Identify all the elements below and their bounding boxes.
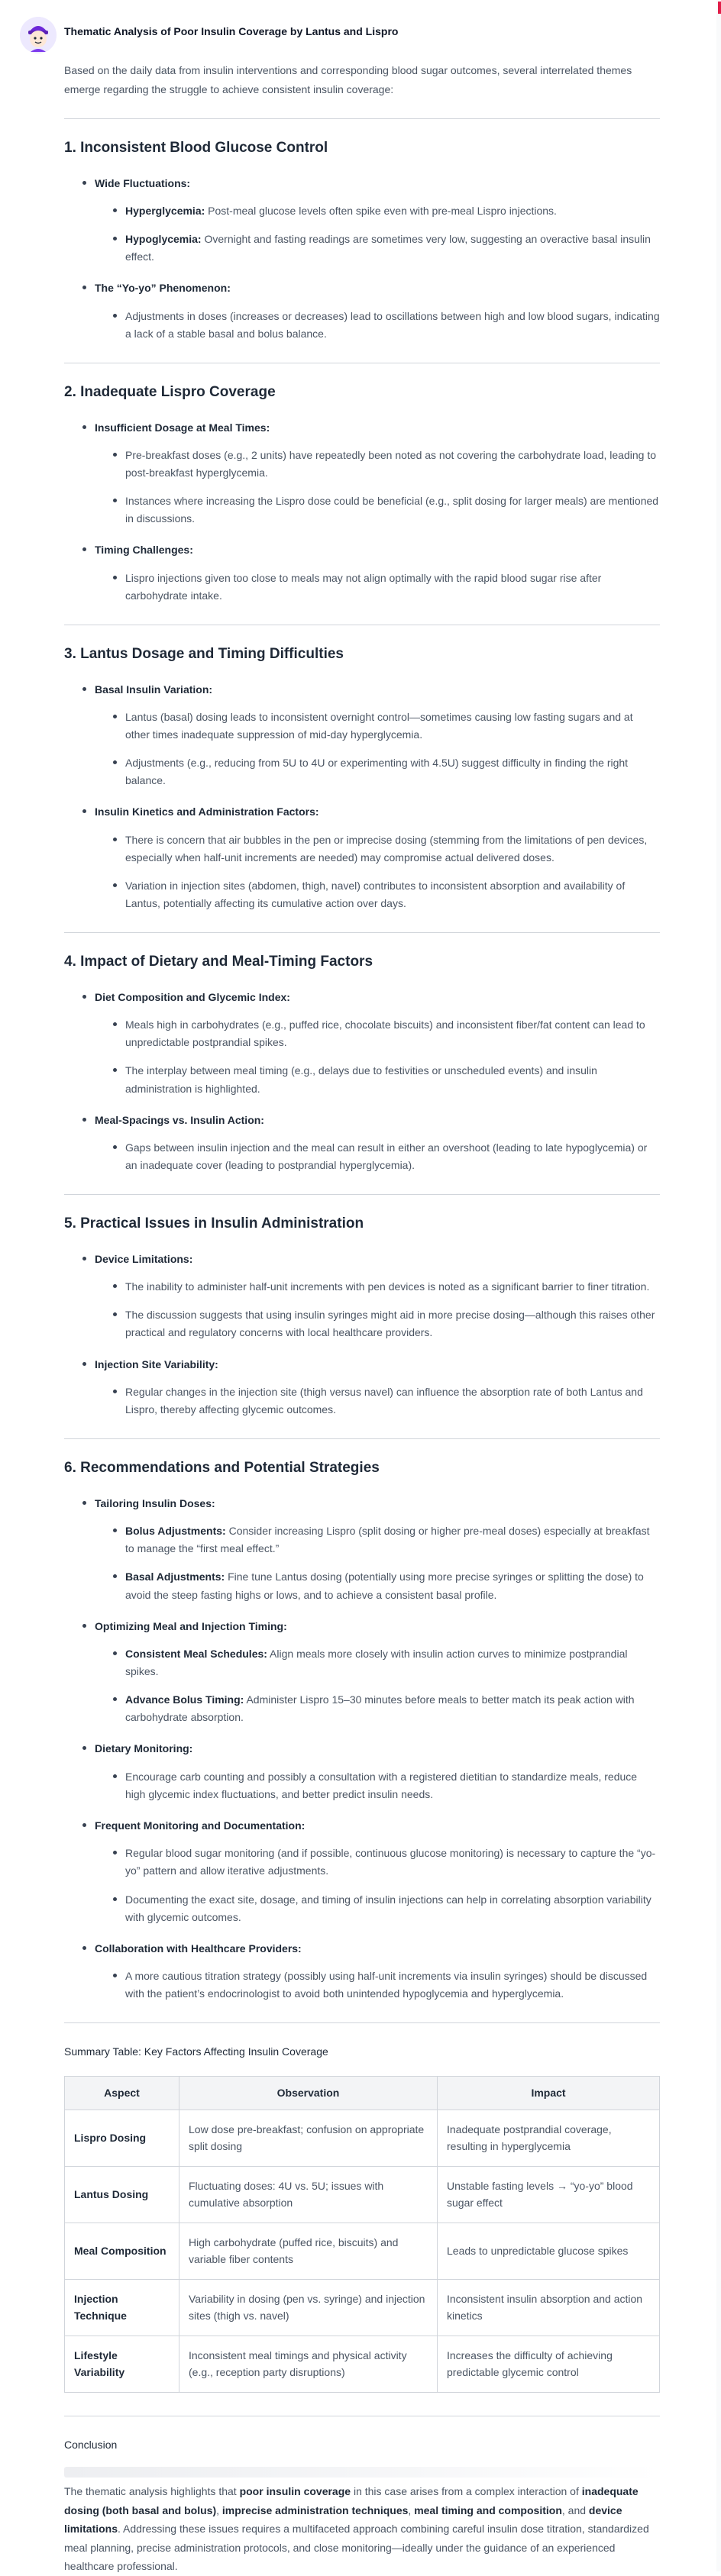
conclusion-text: , [408,2503,415,2516]
conclusion-emphasis: inadequate dosing (both basal and bolus) [64,2485,639,2516]
category-list-item [95,1356,660,1419]
bullet-item-text: Pre-breakfast doses (e.g., 2 units) have repeatedly been noted as not covering the carbohydrate load, leading to post-breakfast hyperglycemia. [125,449,656,479]
category-list-item [95,541,660,605]
category-list-item [95,989,660,1098]
bullet-item-text: Variation in injection sites (abdomen, thigh, navel) contributes to inconsistent absorption and availability of Lantus, potentially affecting its cumulative action over days. [125,880,626,910]
divider [64,932,660,933]
bullet-item-label: Hypoglycemia: [125,233,202,246]
table-cell-impact: Inconsistent insulin absorption and action kinetics [438,2279,660,2336]
conclusion-title: Conclusion [64,2438,118,2451]
bullet-item [125,877,660,912]
bullet-item [125,1383,660,1419]
conclusion-text: in this case arises from a complex interaction of [351,2485,582,2498]
bullet-item-text: Adjustments in doses (increases or decreases) lead to oscillations between high and low blood sugars, indicating a lack of a stable basal and bolus balance. [125,309,660,340]
intro-paragraph: Based on the daily data from insulin interventions and corresponding blood sugar outcomes, several interrelated themes emerge regarding the struggle to achieve consistent insulin coverage: [64,64,632,95]
conclusion-emphasis: poor insulin coverage [239,2485,351,2498]
table-cell-aspect: Lantus Dosing [65,2166,179,2223]
conclusion-paragraph [64,2482,660,2576]
conclusion-text: , and [561,2503,589,2516]
category-title: The “Yo-yo” Phenomenon: [95,279,660,296]
bullet-item-text: Fine tune Lantus dosing (potentially using more precise syringes or splitting the dose) to avoid the steep fasting highs or lows, and to achieve a consistent basal profile. [125,1570,644,1601]
bullet-item [125,831,660,867]
category-title: Collaboration with Healthcare Providers: [95,1940,660,1957]
bullet-item-text: Adjustments (e.g., reducing from 5U to 4U or experimenting with 4.5U) suggest difficulty in finding the right balance. [125,757,629,787]
bullet-item-label: Advance Bolus Timing: [125,1693,244,1706]
table-cell-impact: Inadequate postprandial coverage, resulting in hyperglycemia [438,2110,660,2166]
bullet-item [125,1645,660,1680]
bullet-item-label: Hyperglycemia: [125,205,205,218]
table-cell-observation: Inconsistent meal timings and physical activity (e.g., reception party disruptions) [179,2336,438,2392]
table-cell-aspect: Lispro Dosing [65,2110,179,2166]
bullet-item-text: Regular blood sugar monitoring (and if possible, continuous glucose monitoring) is necessary to capture the “yo-yo” pattern and allow iterative adjustments. [125,1847,656,1877]
category-list-item [95,1251,660,1342]
bullet-item [125,1691,660,1726]
category-title: Optimizing Meal and Injection Timing: [95,1618,660,1635]
summary-table [64,2076,660,2393]
bullet-item [125,1278,660,1296]
category-list-item [95,1495,660,1604]
bullet-item-text: The interplay between meal timing (e.g., delays due to festivities or unscheduled events) and insulin administration is highlighted. [125,1064,597,1095]
category-list-item [95,1740,660,1803]
category-list-item [95,1817,660,1926]
table-row [65,2279,660,2336]
bullet-item-text: Meals high in carbohydrates (e.g., puffed rice, chocolate biscuits) and inconsistent fiber/fat content can lead to unpredictable postprandial spikes. [125,1018,645,1049]
message-title: Thematic Analysis of Poor Insulin Coverage by Lantus and Lispro [64,25,399,37]
bullet-item [125,1968,660,2003]
bullet-item-text: A more cautious titration strategy (possibly using half-unit increments via insulin syringes) should be discussed with the patient’s endocrinologist to avoid both unintended hypoglycemia and hyperglycemia. [125,1970,648,2000]
category-list-item [95,681,660,790]
bullet-item-text: Instances where increasing the Lispro dose could be beneficial (e.g., split dosing for larger meals) are mentioned in discussions. [125,495,659,525]
table-cell-impact: Leads to unpredictable glucose spikes [438,2223,660,2279]
table-row [65,2223,660,2279]
table-cell-aspect: Injection Technique [65,2279,179,2336]
category-list-item [95,803,660,912]
table-cell-observation: Variability in dosing (pen vs. syringe) and injection sites (thigh vs. navel) [179,2279,438,2336]
assistant-avatar [20,17,57,53]
sections-container [64,139,660,2023]
bullet-item [125,447,660,482]
category-title: Injection Site Variability: [95,1356,660,1373]
bullet-item [125,709,660,744]
table-cell-impact: Unstable fasting levels → “yo-yo” blood sugar effect [438,2166,660,2223]
section-heading: 3. Lantus Dosage and Timing Difficulties [64,645,344,662]
divider [64,1194,660,1195]
conclusion-emphasis: device limitations [64,2503,622,2536]
bullet-item-text: Lispro injections given too close to meals may not align optimally with the rapid blood sugar rise after carbohydrate intake. [125,571,602,602]
divider [64,1438,660,1439]
bullet-item-text: The discussion suggests that using insulin syringes might aid in more precise dosing—although this raises other practical and regulatory concerns with local healthcare providers. [125,1309,655,1339]
conclusion-emphasis: meal timing and composition [414,2503,562,2516]
bullet-item-text: Documenting the exact site, dosage, and timing of insulin injections can help in correlating absorption variability with glycemic outcomes. [125,1893,651,1923]
category-title: Dietary Monitoring: [95,1740,660,1757]
conclusion-emphasis: imprecise administration techniques [221,2503,409,2516]
bullet-item-text: Gaps between insulin injection and the meal can result in either an overshoot (leading to late hypoglycemia) or an inadequate cover (leading to postprandial hyperglycemia). [125,1141,648,1172]
bullet-item [125,1568,660,1603]
bullet-item-text: Post-meal glucose levels often spike even with pre-meal Lispro injections. [205,205,557,218]
section-heading: 1. Inconsistent Blood Glucose Control [64,140,328,156]
faded-overlay-line [64,2467,660,2478]
bullet-item [125,1139,660,1174]
table-cell-observation: High carbohydrate (puffed rice, biscuits) and variable fiber contents [179,2223,438,2279]
bullet-item [125,1522,660,1558]
bullet-item [125,754,660,789]
bullet-item [125,1891,660,1926]
bullet-item [125,1016,660,1051]
divider [64,2022,660,2023]
column-header-aspect: Aspect [65,2076,179,2110]
bullet-item-label: Bolus Adjustments: [125,1525,226,1538]
category-list-item [95,175,660,266]
bullet-item-text: Overnight and fasting readings are sometimes very low, suggesting an overactive basal insulin effect. [125,233,651,263]
bullet-item [125,1306,660,1341]
bullet-item [125,570,660,605]
bullet-item [125,231,660,266]
bullet-item-text: The inability to administer half-unit increments with pen devices is noted as a significant barrier to finer titration. [125,1280,650,1293]
bullet-item-text: Consider increasing Lispro (split dosing or higher pre-meal doses) especially at breakfast to manage the “first meal effect.” [125,1525,650,1555]
bullet-item-text: There is concern that air bubbles in the pen or imprecise dosing (stemming from the limitations of pen devices, especially when half-unit increments are needed) may compromise actual delivered doses. [125,833,648,864]
table-row [65,2336,660,2392]
divider [64,118,660,119]
section-heading: 5. Practical Issues in Insulin Administration [64,1215,364,1232]
bullet-item [125,202,660,220]
category-title: Wide Fluctuations: [95,175,660,192]
message-content [64,0,660,2576]
bullet-item [125,492,660,528]
table-row [65,2110,660,2166]
category-title: Frequent Monitoring and Documentation: [95,1817,660,1834]
bullet-item [125,1062,660,1097]
table-cell-observation: Fluctuating doses: 4U vs. 5U; issues with cumulative absorption [179,2166,438,2223]
section-heading: 4. Impact of Dietary and Meal-Timing Factors [64,954,373,970]
column-header-observation: Observation [179,2076,438,2110]
category-list-item [95,419,660,528]
category-list-item [95,279,660,343]
table-cell-observation: Low dose pre-breakfast; confusion on appropriate split dosing [179,2110,438,2166]
category-title: Insufficient Dosage at Meal Times: [95,419,660,436]
robot-avatar-icon [20,17,57,53]
section-heading: 6. Recommendations and Potential Strategies [64,1460,380,1477]
scrollbar-thumb[interactable] [718,2,721,14]
bullet-item [125,1768,660,1803]
bullet-item-text: Align meals more closely with insulin action curves to minimize postprandial spikes. [125,1648,628,1678]
scrollbar-track[interactable] [716,0,721,2571]
table-cell-aspect: Lifestyle Variability [65,2336,179,2392]
bullet-item-text: Administer Lispro 15–30 minutes before meals to better match its peak action with carbohydrate absorption. [125,1693,635,1724]
category-title: Diet Composition and Glycemic Index: [95,989,660,1006]
summary-table-header-row [65,2076,660,2110]
table-row [65,2166,660,2223]
bullet-item [125,308,660,343]
bullet-item-text: Regular changes in the injection site (thigh versus navel) can influence the absorption rate of both Lantus and Lispro, thereby affecting glycemic outcomes. [125,1385,643,1416]
conclusion-text: , [216,2503,222,2516]
category-title: Device Limitations: [95,1251,660,1267]
summary-table-title: Summary Table: Key Factors Affecting Insulin Coverage [64,2045,328,2058]
bullet-item-text: Lantus (basal) dosing leads to inconsistent overnight control—sometimes causing low fasting sugars and at other times inadequate suppression of mid-day hyperglycemia. [125,711,633,741]
bullet-item-text: Encourage carb counting and possibly a consultation with a registered dietitian to standardize meals, reduce high glycemic index fluctuations, and better predict insulin needs. [125,1770,638,1800]
category-list-item [95,1112,660,1175]
table-cell-impact: Increases the difficulty of achieving predictable glycemic control [438,2336,660,2392]
bullet-item-label: Consistent Meal Schedules: [125,1648,267,1660]
table-cell-aspect: Meal Composition [65,2223,179,2279]
category-list-item [95,1618,660,1727]
section-heading: 2. Inadequate Lispro Coverage [64,383,276,400]
category-title: Meal-Spacings vs. Insulin Action: [95,1112,660,1128]
conclusion-text: . Addressing these issues requires a multifaceted approach combining careful insulin dose titration, standardized meal planning, precise administration protocols, and close monitoring—ideally under the guidance of an experienced healthcare professional. [64,2523,649,2573]
bullet-item-label: Basal Adjustments: [125,1570,225,1583]
summary-table-body [65,2110,660,2392]
category-title: Insulin Kinetics and Administration Factors: [95,803,660,820]
column-header-impact: Impact [438,2076,660,2110]
category-title: Basal Insulin Variation: [95,681,660,698]
bullet-item [125,1845,660,1880]
category-title: Timing Challenges: [95,541,660,558]
category-list-item [95,1940,660,2003]
category-title: Tailoring Insulin Doses: [95,1495,660,1512]
conclusion-text: The thematic analysis highlights that [64,2485,240,2498]
